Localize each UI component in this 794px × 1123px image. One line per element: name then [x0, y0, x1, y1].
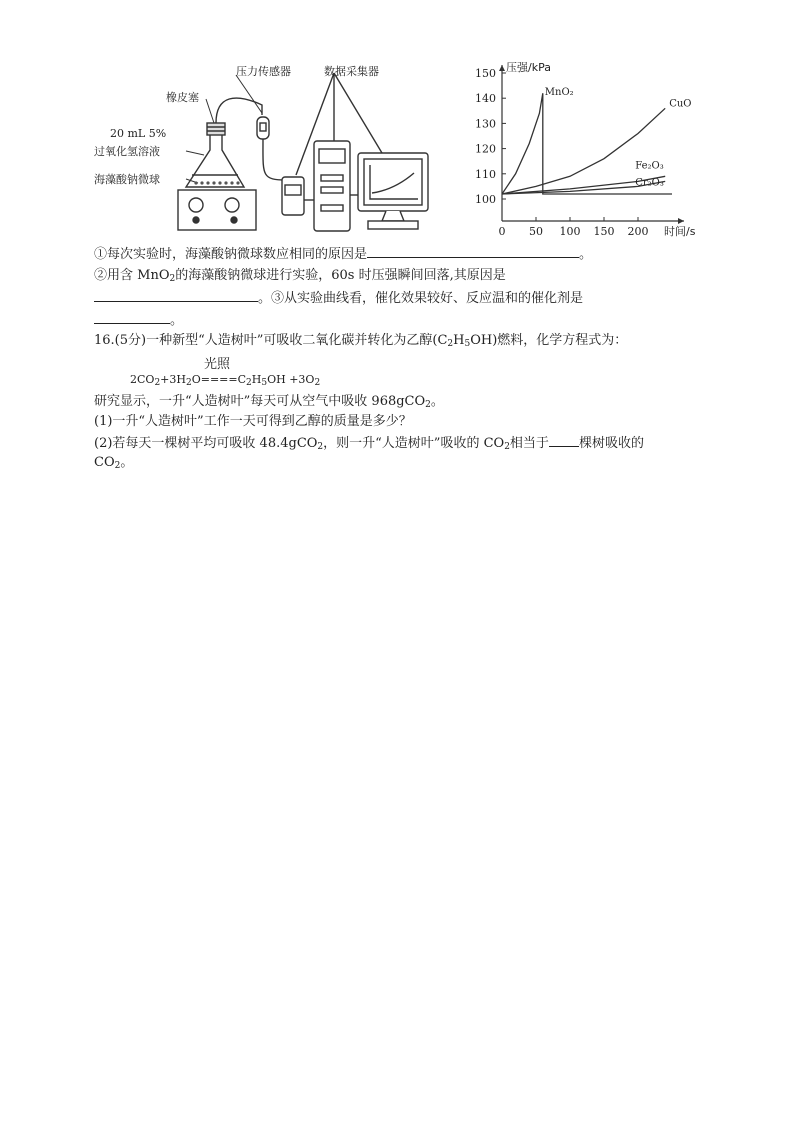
figure-row	[86, 55, 716, 245]
research-statement: 研究显示，一升“人造树叶”每天可从空气中吸收 968gCO$_2$。	[94, 394, 444, 410]
question-15-line-4: 。	[94, 310, 183, 331]
x-axis-arrow	[678, 218, 684, 224]
x-tick-label: 0	[498, 225, 506, 238]
y-tick-label: 120	[475, 142, 496, 156]
question-15-line-2: ②用含 MnO$_2$的海藻酸钠微球进行实验，60s 时压强瞬间回落,其原因是	[94, 268, 506, 284]
series-label-1: CuO	[669, 98, 692, 110]
label-beads: 海藻酸钠微球	[94, 173, 160, 186]
q15-part1-text: ①每次实验时，海藻酸钠微球数应相同的原因是	[94, 247, 368, 262]
x-tick-label: 150	[593, 225, 615, 238]
sub-question-2-cont: $CO_2$。	[94, 455, 134, 471]
y-axis-label: 压强/kPa	[506, 61, 551, 74]
x-tick-label: 50	[529, 225, 543, 238]
sub-question-1: (1)一升“人造树叶”工作一天可得到乙醇的质量是多少？	[94, 414, 412, 429]
apparatus-diagram	[86, 55, 446, 245]
label-solution: 过氧化氢溶液	[94, 145, 160, 158]
answer-blank-3[interactable]	[94, 310, 170, 324]
question-16-stem: 16.(5分)一种新型“人造树叶”可吸收二氧化碳并转化为乙醇$(C_2H_5OH)$燃料，化学方程式为：	[94, 333, 628, 349]
y-axis-arrow	[499, 65, 505, 71]
conical-flask	[186, 133, 244, 187]
label-data-collector: 数据采集器	[324, 65, 379, 78]
y-tick-label: 140	[475, 92, 496, 106]
equation-condition: 光照	[204, 357, 231, 372]
label-volume: 20 mL 5%	[110, 127, 167, 140]
series-label-0: MnO₂	[544, 87, 574, 99]
y-tick-label: 110	[475, 167, 496, 181]
y-tick-label: 100	[475, 193, 496, 206]
sub-question-2: (2)若每天一棵树平均可吸收 48.4gCO$_2$，则一升“人造树叶”吸收的 $CO_2$相当于 棵树吸收的	[94, 433, 644, 454]
interface-box	[282, 177, 304, 215]
y-tick-label: 130	[475, 117, 496, 131]
series-label-2: Fe₂O₃	[635, 160, 664, 172]
answer-blank-1[interactable]	[367, 244, 579, 258]
series-label-3: Cr₂O₃	[635, 177, 664, 189]
pressure-time-chart	[466, 55, 716, 245]
answer-blank-2[interactable]	[94, 288, 258, 302]
question-15-line-3: 。③从实验曲线看，催化效果较好、反应温和的催化剂是	[94, 288, 583, 309]
y-tick-label: 150	[475, 67, 496, 80]
answer-blank-4[interactable]	[549, 433, 579, 447]
label-pressure-sensor: 压力传感器	[236, 65, 291, 78]
chemical-equation: $2CO_2+3H_2O====C_2H_5OH +3O_2$	[130, 373, 321, 388]
gas-tube	[216, 98, 262, 123]
rubber-stopper	[207, 123, 225, 135]
stirrer-base	[178, 190, 256, 230]
x-tick-label: 100	[559, 225, 581, 238]
question-15-line-1: ①每次实验时，海藻酸钠微球数应相同的原因是 。	[94, 244, 592, 265]
x-tick-label: 200	[627, 225, 649, 238]
label-rubber-stopper: 橡皮塞	[166, 91, 199, 104]
x-axis-label: 时间/s	[664, 225, 696, 238]
